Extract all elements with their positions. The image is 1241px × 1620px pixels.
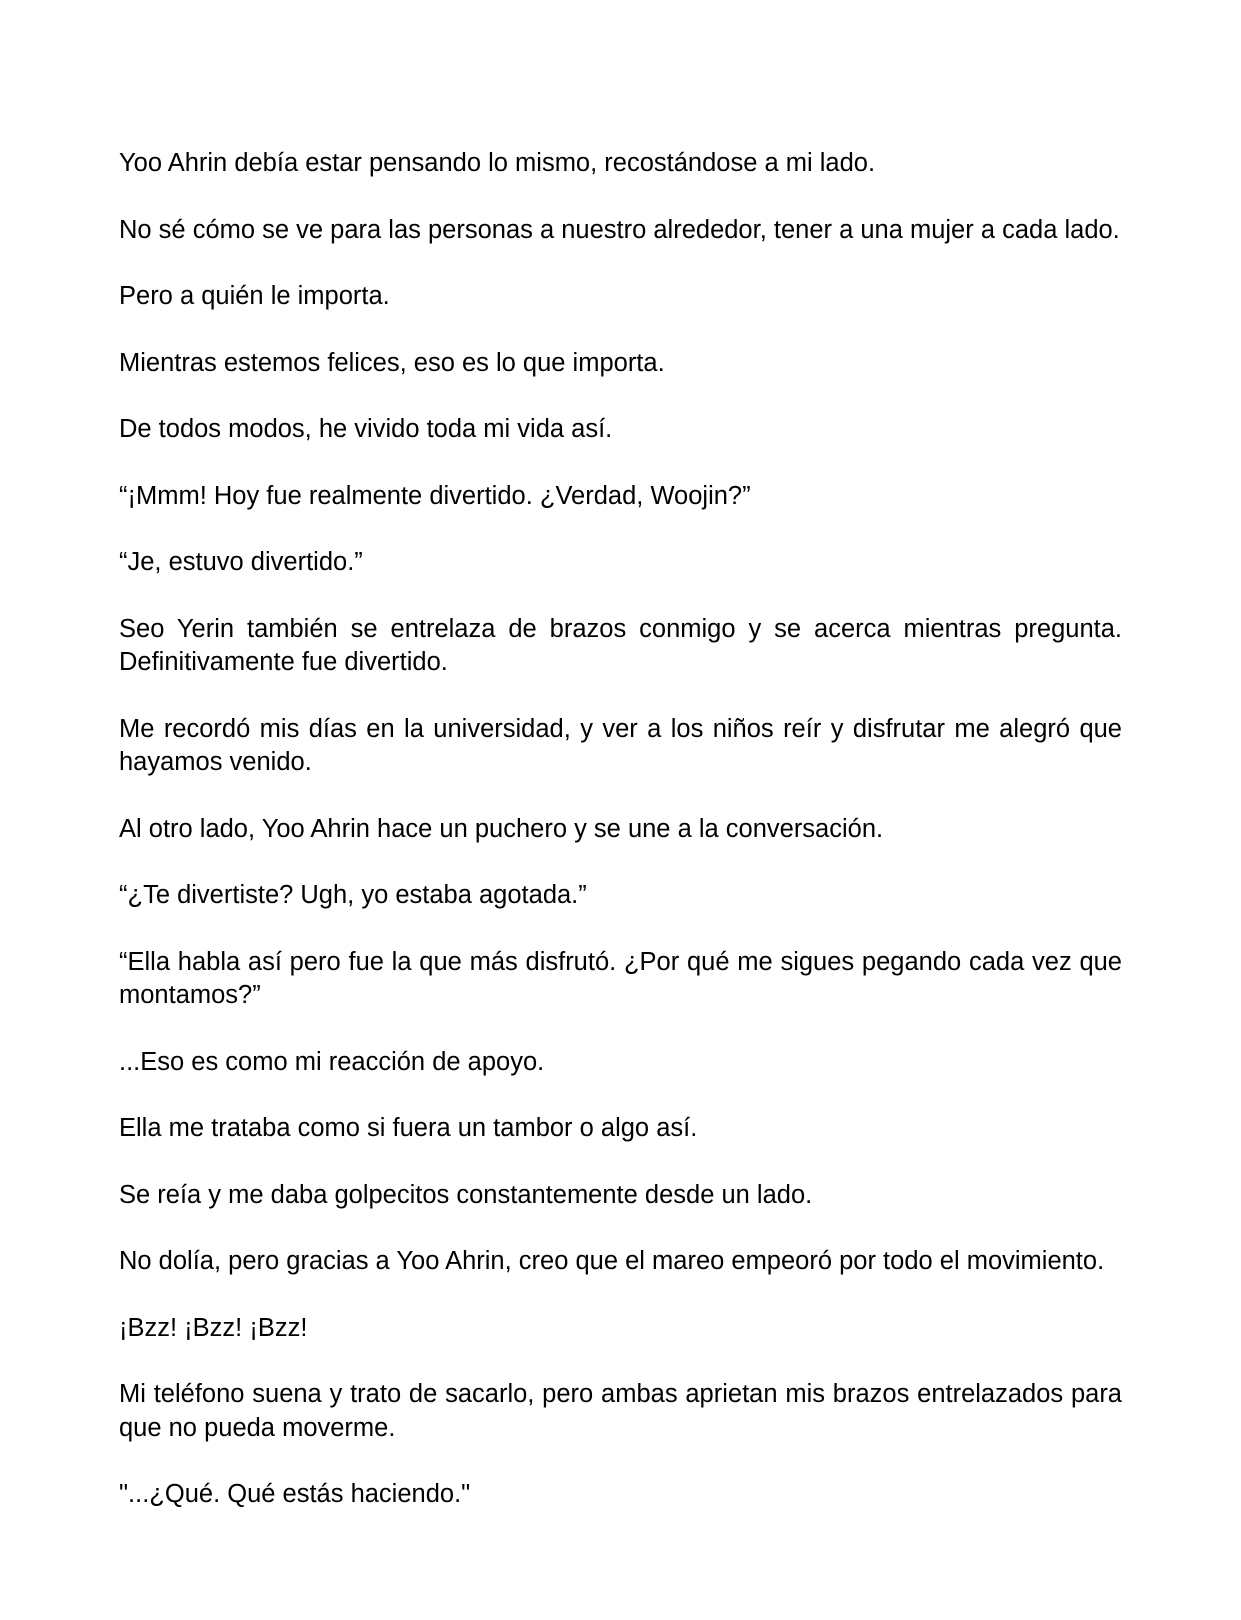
paragraph: Me recordó mis días en la universidad, y ver a los niños reír y disfrutar me alegró que hayamos venido. [119, 714, 1122, 776]
paragraph: Mi teléfono suena y trato de sacarlo, pero ambas aprietan mis brazos entrelazados para que no pueda moverme. [119, 1380, 1122, 1442]
paragraph: Yoo Ahrin debía estar pensando lo mismo, recostándose a mi lado. [119, 149, 876, 177]
paragraph: Seo Yerin también se entrelaza de brazos conmigo y se acerca mientras pregunta. Definitivamente fue divertido. [119, 614, 1122, 676]
paragraph: De todos modos, he vivido toda mi vida así. [119, 415, 613, 443]
paragraph: Al otro lado, Yoo Ahrin hace un puchero y se une a la conversación. [119, 814, 884, 843]
paragraph: Pero a quién le importa. [119, 282, 390, 310]
paragraph: ¡Bzz! ¡Bzz! ¡Bzz! [119, 1313, 308, 1342]
paragraph: “¡Mmm! Hoy fue realmente divertido. ¿Verdad, Woojin?” [119, 481, 751, 510]
paragraph: Mientras estemos felices, eso es lo que importa. [119, 348, 665, 377]
paragraph: “¿Te divertiste? Ugh, yo estaba agotada.” [119, 881, 587, 909]
paragraph: No sé cómo se ve para las personas a nuestro alrededor, tener a una mujer a cada lado. [119, 215, 1120, 244]
paragraph: Ella me trataba como si fuera un tambor o algo así. [119, 1114, 698, 1142]
paragraph: No dolía, pero gracias a Yoo Ahrin, creo que el mareo empeoró por todo el movimiento. [119, 1247, 1105, 1275]
document-page [119, 147, 1122, 1545]
paragraph: ...Eso es como mi reacción de apoyo. [119, 1047, 545, 1076]
paragraph: Se reía y me daba golpecitos constantemente desde un lado. [119, 1180, 813, 1209]
paragraph: “Ella habla así pero fue la que más disfrutó. ¿Por qué me sigues pegando cada vez que montamos?” [119, 947, 1122, 1009]
paragraph: "...¿Qué. Qué estás haciendo." [119, 1480, 471, 1508]
paragraph: “Je, estuvo divertido.” [119, 548, 363, 576]
